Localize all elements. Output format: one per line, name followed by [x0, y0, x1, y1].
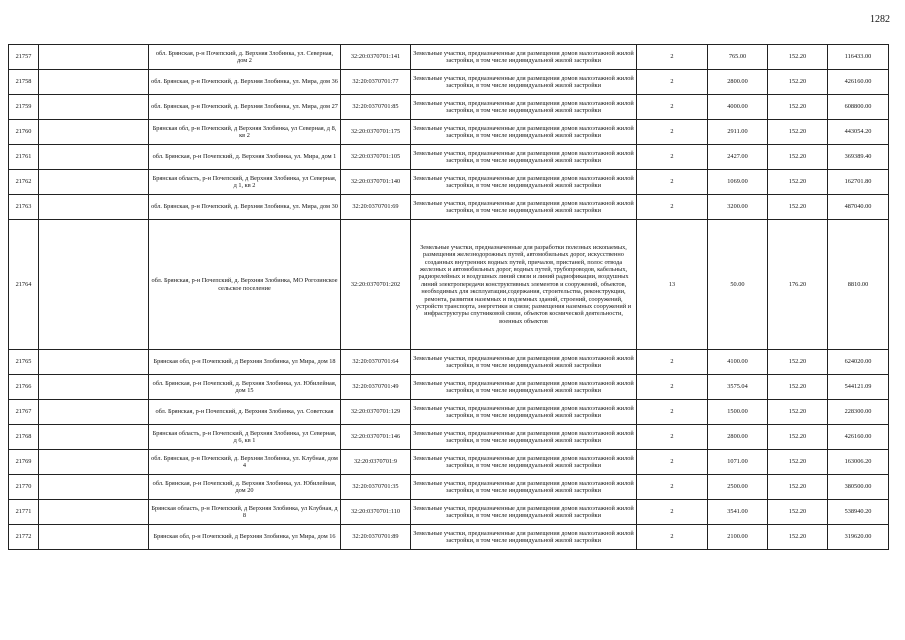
address-cell: обл. Брянская, р-н Почепский, д. Верхняя Злобинка, ул. Мира, дом 1: [149, 145, 341, 170]
group-number-cell: 2: [637, 525, 708, 550]
cadastral-number-cell: 32:20:0370701:77: [341, 70, 411, 95]
land-use-cell: Земельные участки, предназначенные для размещения домов малоэтажной жилой застройки, в том числе индивидуальной жилой застройки: [411, 350, 637, 375]
area-cell: 3541.00: [708, 500, 768, 525]
group-number-cell: 2: [637, 120, 708, 145]
specific-value-cell: 152.20: [768, 170, 828, 195]
group-number-cell: 2: [637, 450, 708, 475]
table-row: [9, 70, 889, 95]
area-cell: 2427.00: [708, 145, 768, 170]
land-use-cell: Земельные участки, предназначенные для размещения домов малоэтажной жилой застройки, в том числе индивидуальной жилой застройки: [411, 425, 637, 450]
group-number-cell: 2: [637, 375, 708, 400]
cadastral-value-cell: 487040.00: [828, 195, 889, 220]
blank-cell: [39, 525, 149, 550]
specific-value-cell: 152.20: [768, 375, 828, 400]
cadastral-value-cell: 538940.20: [828, 500, 889, 525]
cadastral-number-cell: 32:20:0370701:105: [341, 145, 411, 170]
blank-cell: [39, 400, 149, 425]
specific-value-cell: 152.20: [768, 425, 828, 450]
blank-cell: [39, 45, 149, 70]
land-use-cell: Земельные участки, предназначенные для размещения домов малоэтажной жилой застройки, в том числе индивидуальной жилой застройки: [411, 500, 637, 525]
address-cell: обл. Брянская, р-н Почепский, д. Верхняя Злобинка, ул. Мира, дом 27: [149, 95, 341, 120]
area-cell: 50.00: [708, 220, 768, 350]
row-number-cell: 21769: [9, 450, 39, 475]
specific-value-cell: 152.20: [768, 145, 828, 170]
land-use-cell: Земельные участки, предназначенные для размещения домов малоэтажной жилой застройки, в том числе индивидуальной жилой застройки: [411, 450, 637, 475]
specific-value-cell: 152.20: [768, 70, 828, 95]
address-cell: Брянская область, р-н Почепский, д Верхняя Злобинка, ул Северная, д 6, кв 1: [149, 425, 341, 450]
address-cell: обл. Брянская, р-н Почепский, д. Верхняя Злобинка, ул. Северная, дом 2: [149, 45, 341, 70]
cadastral-number-cell: 32:20:0370701:85: [341, 95, 411, 120]
address-cell: обл. Брянская, р-н Почепский, д. Верхняя Злобинка, ул. Клубная, дом 4: [149, 450, 341, 475]
cadastral-number-cell: 32:20:0370701:140: [341, 170, 411, 195]
area-cell: 1069.00: [708, 170, 768, 195]
cadastral-value-cell: 116433.00: [828, 45, 889, 70]
row-number-cell: 21757: [9, 45, 39, 70]
land-use-cell: Земельные участки, предназначенные для разработки полезных ископаемых, размещения железнодорожных путей, автомобильных дорог, искусственно созданных внутренних водных путей, причалов, пристаней, полос отвода железных и автомобильных дорог, водных путей, трубопроводов, кабельных, радиорелейных и воздушных линий связи и линий радиофикации, воздушных линий электропередачи конструктивных элементов и сооружений, объектов, необходимых для эксплуатации,содержания, строительства, реконструкции, ремонта, развития наземных и подземных зданий, строений, сооружений, устройств транспорта, энергетики и связи; размещения наземных сооружений и инфраструктуры спутниковой связи, объектов космической деятельности, военных объектов: [411, 220, 637, 350]
address-cell: Брянская область, р-н Почепский, д Верхняя Злобинка, ул Клубная, д 8: [149, 500, 341, 525]
group-number-cell: 2: [637, 95, 708, 120]
area-cell: 4000.00: [708, 95, 768, 120]
blank-cell: [39, 475, 149, 500]
table-row: [9, 475, 889, 500]
cadastral-value-cell: 228300.00: [828, 400, 889, 425]
specific-value-cell: 152.20: [768, 195, 828, 220]
group-number-cell: 13: [637, 220, 708, 350]
blank-cell: [39, 120, 149, 145]
table-row: [9, 220, 889, 350]
specific-value-cell: 152.20: [768, 350, 828, 375]
area-cell: 1500.00: [708, 400, 768, 425]
land-use-cell: Земельные участки, предназначенные для размещения домов малоэтажной жилой застройки, в том числе индивидуальной жилой застройки: [411, 170, 637, 195]
table-body: [9, 45, 889, 550]
land-use-cell: Земельные участки, предназначенные для размещения домов малоэтажной жилой застройки, в том числе индивидуальной жилой застройки: [411, 375, 637, 400]
cadastral-value-cell: 608800.00: [828, 95, 889, 120]
specific-value-cell: 152.20: [768, 450, 828, 475]
address-cell: Брянская обл, р-н Почепский, д Верхняя Злобинка, ул Северная, д 8, кв 2: [149, 120, 341, 145]
land-use-cell: Земельные участки, предназначенные для размещения домов малоэтажной жилой застройки, в том числе индивидуальной жилой застройки: [411, 95, 637, 120]
specific-value-cell: 152.20: [768, 525, 828, 550]
table-row: [9, 375, 889, 400]
page-number: 1282: [870, 14, 890, 25]
specific-value-cell: 152.20: [768, 45, 828, 70]
table-row: [9, 450, 889, 475]
cadastral-value-cell: 624020.00: [828, 350, 889, 375]
cadastral-value-cell: 443054.20: [828, 120, 889, 145]
row-number-cell: 21772: [9, 525, 39, 550]
specific-value-cell: 152.20: [768, 400, 828, 425]
address-cell: обл. Брянская, р-н Почепский, д. Верхняя Злобинка, ул. Советская: [149, 400, 341, 425]
group-number-cell: 2: [637, 170, 708, 195]
row-number-cell: 21759: [9, 95, 39, 120]
row-number-cell: 21760: [9, 120, 39, 145]
area-cell: 2911.00: [708, 120, 768, 145]
area-cell: 2100.00: [708, 525, 768, 550]
table-row: [9, 425, 889, 450]
group-number-cell: 2: [637, 425, 708, 450]
cadastral-value-cell: 380500.00: [828, 475, 889, 500]
cadastral-value-cell: 426160.00: [828, 425, 889, 450]
blank-cell: [39, 195, 149, 220]
row-number-cell: 21758: [9, 70, 39, 95]
blank-cell: [39, 450, 149, 475]
row-number-cell: 21771: [9, 500, 39, 525]
land-use-cell: Земельные участки, предназначенные для размещения домов малоэтажной жилой застройки, в том числе индивидуальной жилой застройки: [411, 145, 637, 170]
area-cell: 2800.00: [708, 70, 768, 95]
land-use-cell: Земельные участки, предназначенные для размещения домов малоэтажной жилой застройки, в том числе индивидуальной жилой застройки: [411, 120, 637, 145]
specific-value-cell: 176.20: [768, 220, 828, 350]
group-number-cell: 2: [637, 500, 708, 525]
cadastral-number-cell: 32:20:0370701:35: [341, 475, 411, 500]
cadastral-number-cell: 32:20:0370701:202: [341, 220, 411, 350]
area-cell: 3200.00: [708, 195, 768, 220]
blank-cell: [39, 170, 149, 195]
cadastral-value-cell: 163006.20: [828, 450, 889, 475]
area-cell: 3575.04: [708, 375, 768, 400]
area-cell: 4100.00: [708, 350, 768, 375]
cadastral-number-cell: 32:20:0370701:129: [341, 400, 411, 425]
cadastral-value-cell: 319620.00: [828, 525, 889, 550]
cadastral-value-cell: 544121.09: [828, 375, 889, 400]
land-use-cell: Земельные участки, предназначенные для размещения домов малоэтажной жилой застройки, в том числе индивидуальной жилой застройки: [411, 70, 637, 95]
cadastral-value-cell: 8810.00: [828, 220, 889, 350]
row-number-cell: 21770: [9, 475, 39, 500]
land-use-cell: Земельные участки, предназначенные для размещения домов малоэтажной жилой застройки, в том числе индивидуальной жилой застройки: [411, 195, 637, 220]
land-use-cell: Земельные участки, предназначенные для размещения домов малоэтажной жилой застройки, в том числе индивидуальной жилой застройки: [411, 45, 637, 70]
blank-cell: [39, 375, 149, 400]
group-number-cell: 2: [637, 350, 708, 375]
row-number-cell: 21767: [9, 400, 39, 425]
row-number-cell: 21765: [9, 350, 39, 375]
group-number-cell: 2: [637, 145, 708, 170]
address-cell: обл. Брянская, р-н Почепский, д. Верхняя Злобинка, ул. Мира, дом 30: [149, 195, 341, 220]
blank-cell: [39, 500, 149, 525]
cadastral-number-cell: 32:20:0370701:89: [341, 525, 411, 550]
cadastral-value-cell: 426160.00: [828, 70, 889, 95]
area-cell: 2800.00: [708, 425, 768, 450]
cadastral-value-cell: 369389.40: [828, 145, 889, 170]
specific-value-cell: 152.20: [768, 120, 828, 145]
cadastral-number-cell: 32:20:0370701:9: [341, 450, 411, 475]
cadastral-number-cell: 32:20:0370701:110: [341, 500, 411, 525]
cadastral-number-cell: 32:20:0370701:141: [341, 45, 411, 70]
group-number-cell: 2: [637, 70, 708, 95]
land-use-cell: Земельные участки, предназначенные для размещения домов малоэтажной жилой застройки, в том числе индивидуальной жилой застройки: [411, 400, 637, 425]
table-row: [9, 525, 889, 550]
row-number-cell: 21763: [9, 195, 39, 220]
specific-value-cell: 152.20: [768, 475, 828, 500]
table-row: [9, 145, 889, 170]
cadastral-number-cell: 32:20:0370701:69: [341, 195, 411, 220]
address-cell: Брянская область, р-н Почепский, д Верхняя Злобинка, ул Северная, д 1, кв 2: [149, 170, 341, 195]
address-cell: обл. Брянская, р-н Почепский, д. Верхняя Злобинка, ул. Юбилейная, дом 20: [149, 475, 341, 500]
table-row: [9, 400, 889, 425]
cadastral-value-cell: 162701.80: [828, 170, 889, 195]
cadastral-number-cell: 32:20:0370701:175: [341, 120, 411, 145]
group-number-cell: 2: [637, 195, 708, 220]
address-cell: обл. Брянская, р-н Почепский, д. Верхняя Злобинка, ул. Мира, дом 36: [149, 70, 341, 95]
row-number-cell: 21762: [9, 170, 39, 195]
land-use-cell: Земельные участки, предназначенные для размещения домов малоэтажной жилой застройки, в том числе индивидуальной жилой застройки: [411, 475, 637, 500]
blank-cell: [39, 95, 149, 120]
specific-value-cell: 152.20: [768, 500, 828, 525]
specific-value-cell: 152.20: [768, 95, 828, 120]
blank-cell: [39, 350, 149, 375]
area-cell: 1071.00: [708, 450, 768, 475]
row-number-cell: 21766: [9, 375, 39, 400]
group-number-cell: 2: [637, 475, 708, 500]
row-number-cell: 21764: [9, 220, 39, 350]
table-row: [9, 500, 889, 525]
land-use-cell: Земельные участки, предназначенные для размещения домов малоэтажной жилой застройки, в том числе индивидуальной жилой застройки: [411, 525, 637, 550]
blank-cell: [39, 70, 149, 95]
table-row: [9, 170, 889, 195]
table-row: [9, 350, 889, 375]
table-row: [9, 45, 889, 70]
cadastral-number-cell: 32:20:0370701:64: [341, 350, 411, 375]
blank-cell: [39, 220, 149, 350]
row-number-cell: 21761: [9, 145, 39, 170]
cadastral-number-cell: 32:20:0370701:49: [341, 375, 411, 400]
group-number-cell: 2: [637, 45, 708, 70]
land-registry-table: [8, 44, 889, 550]
area-cell: 2500.00: [708, 475, 768, 500]
address-cell: Брянская обл, р-н Почепский, д Верхняя Злобинка, ул Мира, дом 18: [149, 350, 341, 375]
group-number-cell: 2: [637, 400, 708, 425]
area-cell: 765.00: [708, 45, 768, 70]
cadastral-number-cell: 32:20:0370701:146: [341, 425, 411, 450]
address-cell: Брянская обл, р-н Почепский, д Верхняя Злобинка, ул Мира, дом 16: [149, 525, 341, 550]
table-row: [9, 195, 889, 220]
blank-cell: [39, 145, 149, 170]
table-row: [9, 120, 889, 145]
blank-cell: [39, 425, 149, 450]
table-row: [9, 95, 889, 120]
address-cell: обл. Брянская, р-н Почепский, д. Верхняя Злобинка, МО Рогозинское сельское поселение: [149, 220, 341, 350]
address-cell: обл. Брянская, р-н Почепский, д. Верхняя Злобинка, ул. Юбилейная, дом 15: [149, 375, 341, 400]
row-number-cell: 21768: [9, 425, 39, 450]
